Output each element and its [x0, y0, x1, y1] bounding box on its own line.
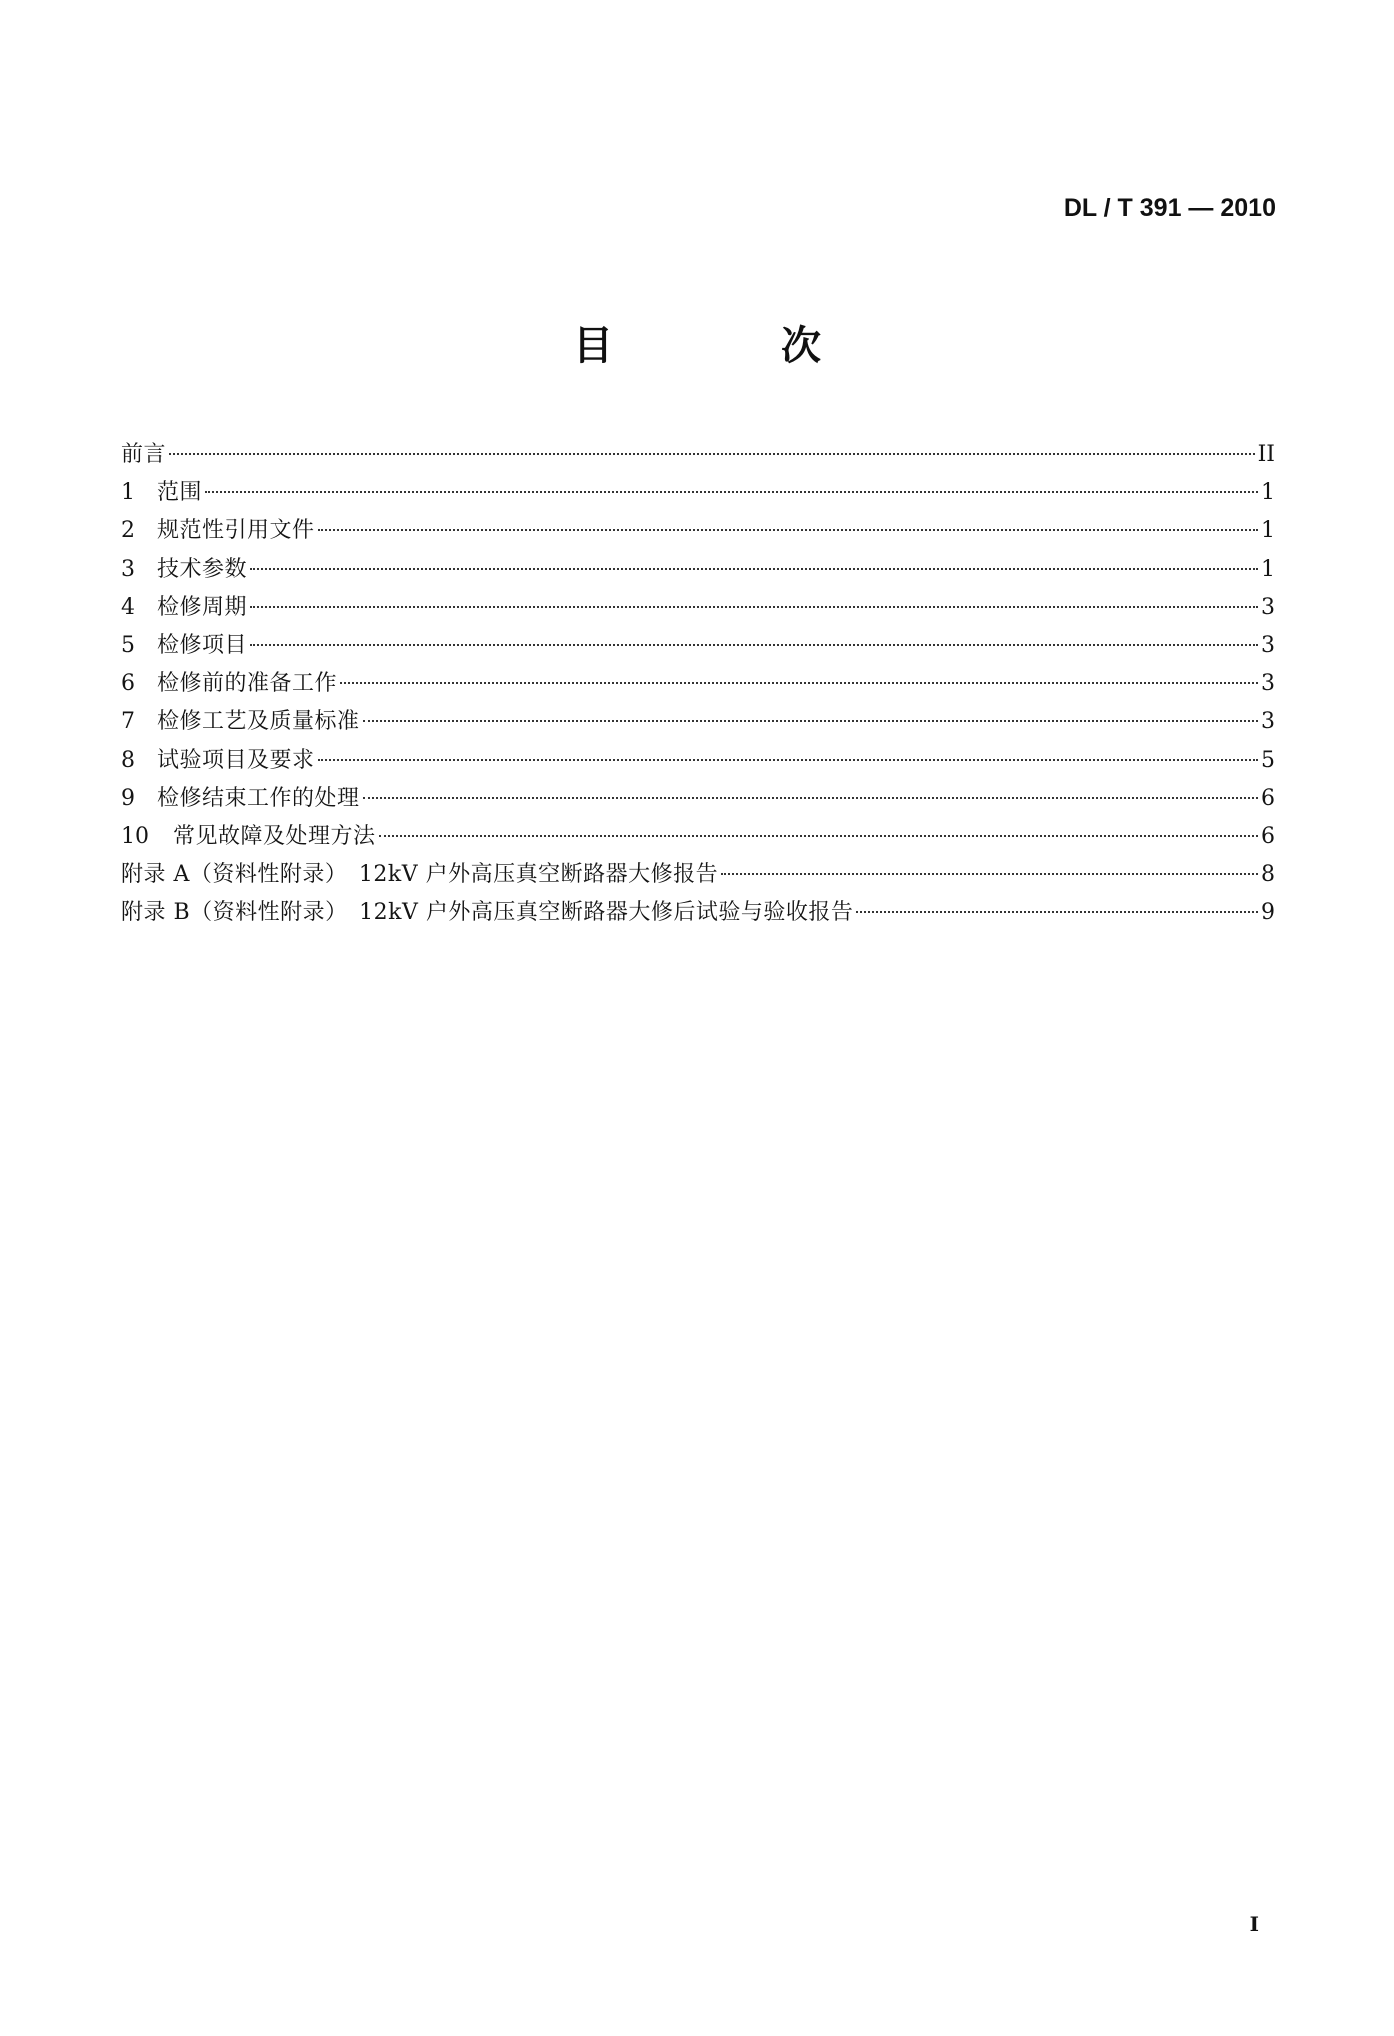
toc-leader-dots [169, 453, 1255, 455]
toc-entry-2[interactable] [121, 512, 1275, 550]
toc-leader-dots [250, 644, 1258, 646]
toc-entry-appendix-b[interactable] [121, 894, 1275, 932]
toc-entry-number: 10 [121, 823, 149, 849]
toc-entry-page: II [1257, 442, 1275, 467]
toc-entry-page: 8 [1261, 862, 1275, 888]
toc-entry-number: 8 [121, 747, 135, 773]
toc-entry-page: 1 [1261, 518, 1275, 544]
toc-entry-page: 3 [1261, 632, 1275, 658]
toc-entry-number: 4 [121, 594, 135, 620]
toc-entry-1[interactable] [121, 474, 1275, 512]
toc-entry-label: 技术参数 [157, 556, 248, 582]
toc-entry-label: 检修工艺及质量标准 [157, 709, 360, 735]
toc-leader-dots [721, 873, 1258, 875]
toc-entry-label: 检修前的准备工作 [157, 671, 338, 697]
toc-leader-dots [205, 491, 1258, 493]
toc-entry-page: 3 [1261, 594, 1275, 620]
page-number: I [1249, 1912, 1259, 1936]
toc-entry-number: 6 [121, 671, 135, 697]
toc-entry-page: 3 [1261, 709, 1275, 735]
toc-entry-page: 1 [1261, 480, 1275, 506]
toc-entry-page: 9 [1261, 900, 1275, 926]
toc-leader-dots [250, 568, 1258, 570]
toc-entry-preface[interactable] [121, 436, 1275, 474]
toc-entry-appendix-a[interactable] [121, 856, 1275, 894]
toc-entry-number: 5 [121, 632, 135, 658]
toc-entry-4[interactable] [121, 589, 1275, 627]
toc-entry-number: 2 [121, 518, 135, 544]
table-of-contents [121, 436, 1275, 932]
toc-entry-label: 附录 B（资料性附录） 12kV 户外高压真空断路器大修后试验与验收报告 [121, 900, 854, 926]
toc-leader-dots [318, 759, 1258, 761]
toc-leader-dots [363, 797, 1258, 799]
toc-entry-7[interactable] [121, 703, 1275, 741]
toc-entry-label: 规范性引用文件 [157, 518, 315, 544]
toc-leader-dots [318, 529, 1258, 531]
toc-leader-dots [363, 720, 1258, 722]
toc-entry-label: 范围 [157, 480, 203, 506]
toc-entry-label: 前言 [121, 442, 167, 467]
standard-code: DL / T 391 — 2010 [1063, 194, 1276, 222]
toc-entry-label: 常见故障及处理方法 [173, 823, 376, 849]
toc-leader-dots [250, 606, 1258, 608]
toc-entry-label: 附录 A（资料性附录） 12kV 户外高压真空断路器大修报告 [121, 862, 719, 888]
toc-entry-label: 试验项目及要求 [157, 747, 315, 773]
toc-leader-dots [340, 682, 1258, 684]
toc-entry-label: 检修结束工作的处理 [157, 785, 360, 811]
toc-entry-5[interactable] [121, 627, 1275, 665]
toc-entry-number: 3 [121, 556, 135, 582]
toc-entry-page: 6 [1261, 785, 1275, 811]
toc-entry-10[interactable] [121, 818, 1275, 856]
toc-entry-page: 3 [1261, 671, 1275, 697]
toc-entry-3[interactable] [121, 551, 1275, 589]
toc-leader-dots [379, 835, 1258, 837]
toc-entry-6[interactable] [121, 665, 1275, 703]
toc-entry-page: 5 [1261, 747, 1275, 773]
toc-entry-label: 检修周期 [157, 594, 248, 620]
toc-entry-8[interactable] [121, 742, 1275, 780]
toc-entry-number: 9 [121, 785, 135, 811]
toc-entry-label: 检修项目 [157, 632, 248, 658]
toc-entry-9[interactable] [121, 780, 1275, 818]
toc-title: 目 次 [573, 323, 885, 369]
toc-entry-page: 1 [1261, 556, 1275, 582]
toc-entry-number: 1 [121, 480, 135, 506]
toc-entry-number: 7 [121, 709, 135, 735]
toc-leader-dots [856, 911, 1258, 913]
toc-entry-page: 6 [1261, 823, 1275, 849]
